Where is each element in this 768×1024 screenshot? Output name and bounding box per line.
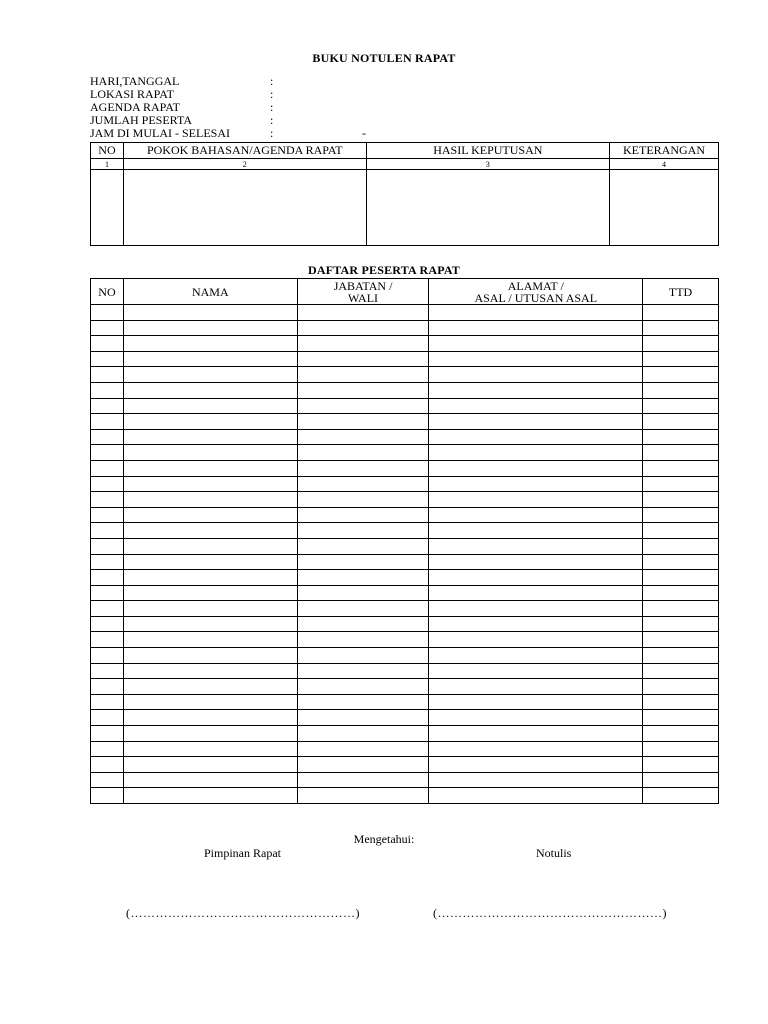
peserta-row <box>91 305 719 321</box>
info-label: JAM DI MULAI - SELESAI <box>90 126 230 140</box>
cell-alamat[interactable] <box>429 538 643 554</box>
cell-nama[interactable] <box>123 788 297 804</box>
cell-jabatan[interactable] <box>297 320 429 336</box>
cell-nama[interactable] <box>123 710 297 726</box>
cell-nama[interactable] <box>123 492 297 508</box>
peserta-row <box>91 476 719 492</box>
signature-line-notulis[interactable]: (………………………………………………) <box>433 906 667 920</box>
info-colon: : <box>270 74 274 88</box>
cell-nama[interactable] <box>123 351 297 367</box>
cell-alamat[interactable] <box>429 570 643 586</box>
cell-no[interactable] <box>91 523 124 539</box>
peserta-row <box>91 382 719 398</box>
peserta-row <box>91 601 719 617</box>
col-header-no: NO <box>91 143 124 159</box>
cell-ttd[interactable] <box>643 663 719 679</box>
peserta-row <box>91 429 719 445</box>
header-line: ASAL / UTUSAN ASAL <box>474 290 598 305</box>
cell-nama[interactable] <box>123 382 297 398</box>
cell-jabatan[interactable] <box>297 601 429 617</box>
info-label: LOKASI RAPAT <box>90 87 174 101</box>
cell-ttd[interactable] <box>643 632 719 648</box>
peserta-row <box>91 757 719 773</box>
cell-no[interactable] <box>91 414 124 430</box>
cell-alamat[interactable] <box>429 772 643 788</box>
cell-no[interactable] <box>91 476 124 492</box>
cell-jabatan[interactable] <box>297 445 429 461</box>
cell-ttd[interactable] <box>643 320 719 336</box>
cell-ttd[interactable] <box>643 554 719 570</box>
cell-jabatan[interactable] <box>297 554 429 570</box>
peserta-row <box>91 538 719 554</box>
cell-jabatan[interactable] <box>297 710 429 726</box>
cell-ttd[interactable] <box>643 476 719 492</box>
cell-jabatan[interactable] <box>297 538 429 554</box>
header-line: ALAMAT / <box>507 278 564 293</box>
cell-alamat[interactable] <box>429 757 643 773</box>
cell-nama[interactable] <box>123 726 297 742</box>
cell-nama[interactable] <box>123 757 297 773</box>
pimpinan-rapat-label: Pimpinan Rapat <box>204 846 281 860</box>
cell-jabatan[interactable] <box>297 523 429 539</box>
cell-alamat[interactable] <box>429 492 643 508</box>
cell-ttd[interactable] <box>643 741 719 757</box>
peserta-row <box>91 492 719 508</box>
cell-no[interactable] <box>91 367 124 383</box>
cell-ttd[interactable] <box>643 538 719 554</box>
peserta-row <box>91 788 719 804</box>
peserta-row <box>91 694 719 710</box>
cell-no[interactable] <box>91 460 124 476</box>
col-header-keterangan: KETERANGAN <box>610 143 719 159</box>
info-colon: : <box>270 100 274 114</box>
col-header-ttd: TTD <box>643 279 719 305</box>
cell-alamat[interactable] <box>429 616 643 632</box>
peserta-row <box>91 663 719 679</box>
cell-alamat[interactable] <box>429 788 643 804</box>
notulen-body-row <box>91 170 719 246</box>
cell-alamat[interactable] <box>429 336 643 352</box>
cell-ttd[interactable] <box>643 429 719 445</box>
cell-alamat[interactable] <box>429 523 643 539</box>
cell-alamat[interactable] <box>429 726 643 742</box>
cell-ttd[interactable] <box>643 414 719 430</box>
cell-nama[interactable] <box>123 445 297 461</box>
peserta-row <box>91 616 719 632</box>
cell-alamat[interactable] <box>429 382 643 398</box>
cell-nama[interactable] <box>123 538 297 554</box>
info-label: AGENDA RAPAT <box>90 100 180 114</box>
cell-nama[interactable] <box>123 336 297 352</box>
cell-jabatan[interactable] <box>297 460 429 476</box>
cell-alamat[interactable] <box>429 476 643 492</box>
cell-no[interactable] <box>91 429 124 445</box>
notulen-header-row <box>91 143 719 159</box>
peserta-row <box>91 632 719 648</box>
col-header-pokok-bahasan: POKOK BAHASAN/AGENDA RAPAT <box>123 143 366 159</box>
peserta-row <box>91 351 719 367</box>
peserta-row <box>91 710 719 726</box>
cell-jabatan[interactable] <box>297 351 429 367</box>
cell-no[interactable] <box>91 570 124 586</box>
cell-no[interactable] <box>91 336 124 352</box>
cell-ttd[interactable] <box>643 351 719 367</box>
cell-no[interactable] <box>91 601 124 617</box>
cell-jabatan[interactable] <box>297 632 429 648</box>
cell-alamat[interactable] <box>429 398 643 414</box>
column-number: 3 <box>366 159 609 170</box>
cell-nama[interactable] <box>123 507 297 523</box>
col-header-nama: NAMA <box>123 279 297 305</box>
cell-no[interactable] <box>91 305 124 321</box>
cell-ttd[interactable] <box>643 726 719 742</box>
cell-no[interactable] <box>91 398 124 414</box>
info-colon: : <box>270 87 274 101</box>
cell-alamat[interactable] <box>429 663 643 679</box>
cell-keterangan[interactable] <box>610 170 719 246</box>
peserta-row <box>91 570 719 586</box>
cell-alamat[interactable] <box>429 694 643 710</box>
cell-ttd[interactable] <box>643 757 719 773</box>
col-header-alamat <box>429 279 643 305</box>
cell-alamat[interactable] <box>429 741 643 757</box>
cell-jabatan[interactable] <box>297 585 429 601</box>
cell-no[interactable] <box>91 351 124 367</box>
cell-jabatan[interactable] <box>297 679 429 695</box>
cell-ttd[interactable] <box>643 382 719 398</box>
cell-jabatan[interactable] <box>297 570 429 586</box>
peserta-row <box>91 679 719 695</box>
peserta-row <box>91 554 719 570</box>
column-number: 2 <box>123 159 366 170</box>
cell-jabatan[interactable] <box>297 726 429 742</box>
header-line: JABATAN / <box>333 278 393 293</box>
cell-jabatan[interactable] <box>297 616 429 632</box>
cell-nama[interactable] <box>123 554 297 570</box>
cell-no[interactable] <box>91 726 124 742</box>
cell-no[interactable] <box>91 538 124 554</box>
cell-alamat[interactable] <box>429 320 643 336</box>
col-header-no: NO <box>91 279 124 305</box>
cell-alamat[interactable] <box>429 445 643 461</box>
cell-jabatan[interactable] <box>297 648 429 664</box>
cell-jabatan[interactable] <box>297 336 429 352</box>
peserta-row <box>91 367 719 383</box>
cell-ttd[interactable] <box>643 305 719 321</box>
cell-ttd[interactable] <box>643 570 719 586</box>
cell-ttd[interactable] <box>643 367 719 383</box>
cell-alamat[interactable] <box>429 648 643 664</box>
cell-no[interactable] <box>91 507 124 523</box>
cell-alamat[interactable] <box>429 554 643 570</box>
cell-ttd[interactable] <box>643 336 719 352</box>
column-number: 1 <box>91 159 124 170</box>
cell-no[interactable] <box>91 694 124 710</box>
cell-jabatan[interactable] <box>297 367 429 383</box>
cell-ttd[interactable] <box>643 460 719 476</box>
col-header-hasil-keputusan: HASIL KEPUTUSAN <box>366 143 609 159</box>
peserta-table <box>90 278 719 804</box>
cell-nama[interactable] <box>123 570 297 586</box>
cell-jabatan[interactable] <box>297 305 429 321</box>
cell-nama[interactable] <box>123 585 297 601</box>
peserta-row <box>91 585 719 601</box>
cell-jabatan[interactable] <box>297 476 429 492</box>
cell-no[interactable] <box>91 492 124 508</box>
cell-nama[interactable] <box>123 305 297 321</box>
cell-no[interactable] <box>91 170 124 246</box>
cell-no[interactable] <box>91 616 124 632</box>
cell-jabatan[interactable] <box>297 663 429 679</box>
cell-no[interactable] <box>91 710 124 726</box>
cell-alamat[interactable] <box>429 305 643 321</box>
cell-ttd[interactable] <box>643 616 719 632</box>
cell-jabatan[interactable] <box>297 429 429 445</box>
cell-nama[interactable] <box>123 648 297 664</box>
cell-nama[interactable] <box>123 523 297 539</box>
cell-alamat[interactable] <box>429 507 643 523</box>
peserta-row <box>91 772 719 788</box>
peserta-row <box>91 398 719 414</box>
cell-jabatan[interactable] <box>297 772 429 788</box>
cell-alamat[interactable] <box>429 601 643 617</box>
notulis-label: Notulis <box>536 846 572 860</box>
peserta-body <box>91 305 719 804</box>
cell-nama[interactable] <box>123 460 297 476</box>
peserta-row <box>91 523 719 539</box>
cell-nama[interactable] <box>123 398 297 414</box>
document-title: BUKU NOTULEN RAPAT <box>312 51 456 65</box>
cell-ttd[interactable] <box>643 523 719 539</box>
cell-nama[interactable] <box>123 679 297 695</box>
cell-no[interactable] <box>91 648 124 664</box>
cell-ttd[interactable] <box>643 445 719 461</box>
cell-no[interactable] <box>91 554 124 570</box>
cell-no[interactable] <box>91 741 124 757</box>
cell-nama[interactable] <box>123 632 297 648</box>
column-number: 4 <box>610 159 719 170</box>
cell-alamat[interactable] <box>429 632 643 648</box>
cell-ttd[interactable] <box>643 772 719 788</box>
cell-ttd[interactable] <box>643 694 719 710</box>
cell-nama[interactable] <box>123 414 297 430</box>
cell-alamat[interactable] <box>429 679 643 695</box>
info-colon: : <box>270 113 274 127</box>
peserta-row <box>91 726 719 742</box>
cell-no[interactable] <box>91 772 124 788</box>
cell-nama[interactable] <box>123 320 297 336</box>
cell-ttd[interactable] <box>643 788 719 804</box>
cell-jabatan[interactable] <box>297 398 429 414</box>
cell-ttd[interactable] <box>643 507 719 523</box>
cell-nama[interactable] <box>123 741 297 757</box>
cell-nama[interactable] <box>123 663 297 679</box>
cell-no[interactable] <box>91 788 124 804</box>
cell-alamat[interactable] <box>429 460 643 476</box>
peserta-header-row <box>91 279 719 305</box>
cell-jabatan[interactable] <box>297 507 429 523</box>
cell-nama[interactable] <box>123 367 297 383</box>
cell-ttd[interactable] <box>643 492 719 508</box>
cell-nama[interactable] <box>123 616 297 632</box>
cell-hasil-keputusan[interactable] <box>366 170 609 246</box>
cell-no[interactable] <box>91 632 124 648</box>
info-label: JUMLAH PESERTA <box>90 113 192 127</box>
cell-alamat[interactable] <box>429 585 643 601</box>
cell-alamat[interactable] <box>429 414 643 430</box>
notulen-table <box>90 142 719 246</box>
cell-alamat[interactable] <box>429 710 643 726</box>
cell-jabatan[interactable] <box>297 741 429 757</box>
cell-no[interactable] <box>91 445 124 461</box>
cell-nama[interactable] <box>123 429 297 445</box>
column-number-row <box>91 159 719 170</box>
peserta-row <box>91 414 719 430</box>
cell-no[interactable] <box>91 320 124 336</box>
cell-jabatan[interactable] <box>297 788 429 804</box>
cell-ttd[interactable] <box>643 585 719 601</box>
cell-alamat[interactable] <box>429 367 643 383</box>
cell-no[interactable] <box>91 585 124 601</box>
cell-pokok-bahasan[interactable] <box>123 170 366 246</box>
info-dash: - <box>362 126 366 140</box>
info-colon: : <box>270 126 274 140</box>
peserta-row <box>91 460 719 476</box>
cell-jabatan[interactable] <box>297 414 429 430</box>
peserta-row <box>91 320 719 336</box>
signature-line-pimpinan[interactable]: (………………………………………………) <box>126 906 360 920</box>
cell-no[interactable] <box>91 679 124 695</box>
header-line: WALI <box>348 290 379 305</box>
cell-nama[interactable] <box>123 476 297 492</box>
cell-jabatan[interactable] <box>297 694 429 710</box>
cell-nama[interactable] <box>123 601 297 617</box>
peserta-row <box>91 336 719 352</box>
peserta-title: DAFTAR PESERTA RAPAT <box>307 263 461 277</box>
cell-ttd[interactable] <box>643 648 719 664</box>
cell-no[interactable] <box>91 382 124 398</box>
info-label: HARI,TANGGAL <box>90 74 180 88</box>
cell-ttd[interactable] <box>643 601 719 617</box>
cell-alamat[interactable] <box>429 351 643 367</box>
cell-jabatan[interactable] <box>297 382 429 398</box>
cell-nama[interactable] <box>123 772 297 788</box>
cell-alamat[interactable] <box>429 429 643 445</box>
cell-ttd[interactable] <box>643 679 719 695</box>
cell-no[interactable] <box>91 663 124 679</box>
cell-ttd[interactable] <box>643 398 719 414</box>
cell-jabatan[interactable] <box>297 757 429 773</box>
col-header-jabatan <box>297 279 429 305</box>
cell-no[interactable] <box>91 757 124 773</box>
cell-ttd[interactable] <box>643 710 719 726</box>
peserta-row <box>91 507 719 523</box>
peserta-row <box>91 648 719 664</box>
mengetahui-label: Mengetahui: <box>353 832 415 846</box>
cell-jabatan[interactable] <box>297 492 429 508</box>
cell-nama[interactable] <box>123 694 297 710</box>
peserta-row <box>91 741 719 757</box>
peserta-row <box>91 445 719 461</box>
